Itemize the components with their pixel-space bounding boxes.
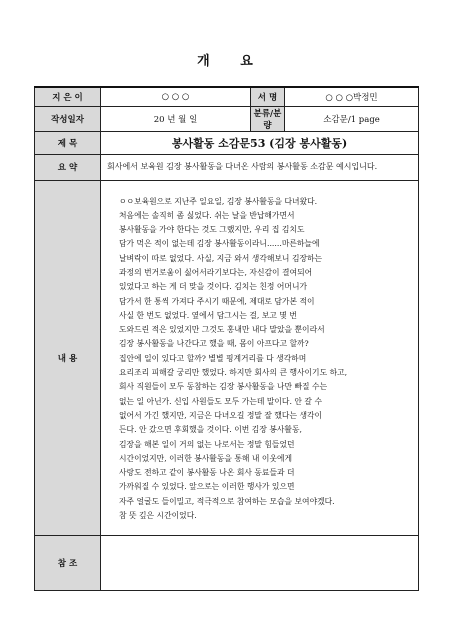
content-line: 든다. 안 갔으면 후회했을 것이다. 이번 김장 봉사활동,: [119, 425, 302, 435]
content-line: 과정의 번거로움이 싫어서라기보다는, 자신감이 결여되어: [119, 267, 313, 277]
content-line: 사실 한 번도 없었다. 옆에서 담그시는 걸, 보고 몇 번: [119, 310, 297, 320]
subject-label: 제 목: [35, 131, 101, 154]
content-line: 없어서 가긴 했지만, 지금은 다녀오길 정말 잘 했다는 생각이: [119, 410, 323, 420]
writer-value: ○ ○ ○: [101, 87, 251, 106]
reference-label: 참 조: [35, 535, 101, 590]
summary-value: 회사에서 보육원 김장 봉사활동을 다녀온 사람의 봉사활동 소감문 예시입니다.: [101, 154, 419, 180]
content-line: 김장을 해본 일이 거의 없는 나로서는 정말 힘들었던: [119, 439, 295, 449]
content-line: 담가서 한 통씩 가져다 주시기 때문에, 제대로 담가본 적이: [119, 296, 315, 306]
content-line: 가까워질 수 있었다. 앞으로는 이러한 행사가 있으면: [119, 482, 295, 492]
subject-value: 봉사활동 소감문53 (김장 봉사활동): [101, 131, 419, 154]
content-lines: [119, 195, 408, 524]
category-value: 소감문/1 page: [285, 106, 419, 131]
category-label: 분류/분량: [251, 106, 285, 131]
content-line: 자주 얼굴도 들이밀고, 적극적으로 참여하는 모습을 보여야겠다.: [119, 496, 335, 506]
writer-label: 지 은 이: [35, 87, 101, 106]
content-line: 날벼락이 따로 없었다. 사실, 지금 와서 생각해보니 김장하는: [119, 253, 323, 263]
report-table: [34, 86, 419, 591]
content-line: 도와드린 적은 있었지만 그것도 홍내만 내다 말았을 뿐이라서: [119, 325, 325, 335]
content-line: ㅇㅇ보육원으로 지난주 일요일, 김장 봉사활동을 다녀왔다.: [119, 196, 318, 206]
content-line: 참 뜻 깊은 시간이었다.: [119, 511, 197, 521]
summary-label: 요 약: [35, 154, 101, 180]
date-value: 20 년 월 일: [101, 106, 251, 131]
reference-value: [101, 535, 419, 590]
content-line: 봉사활동을 가야 한다는 것도 그랬지만, 우리 집 김치도: [119, 225, 305, 235]
content-line: 회사 직원들이 모두 동참하는 김장 봉사활동을 나만 빠질 수는: [119, 382, 328, 392]
content-line: 집안에 일이 있다고 할까? 별별 핑계거리를 다 생각하며: [119, 353, 307, 363]
content-body: [101, 180, 419, 535]
document-title: 개 요: [197, 54, 253, 69]
content-line: 사랑도 전하고 같이 봉사활동 나온 회사 동료들과 더: [119, 468, 295, 478]
content-line: 김장 봉사활동을 나간다고 했을 때, 몸이 아프다고 할까?: [119, 339, 309, 349]
signature-label: 서 명: [251, 87, 285, 106]
date-label: 작성일자: [35, 106, 101, 131]
signature-value: ○ ○ ○박정민: [285, 87, 419, 106]
content-line: 요리조리 피해갈 궁리만 했었다. 하지만 회사의 큰 행사이기도 하고,: [119, 368, 348, 378]
content-line: 시간이었지만, 이러한 봉사활동을 통해 내 이웃에게: [119, 453, 293, 463]
content-label: 내 용: [35, 180, 101, 535]
content-line: 처음에는 솔직히 좀 싫었다. 쉬는 날을 반납해가면서: [119, 210, 295, 220]
content-line: 없는 일 아닌가. 신입 사원들도 모두 가는데 말이다. 안 갈 수: [119, 396, 322, 406]
content-line: 있었다고 하는 게 더 맞을 것이다. 김치는 친정 어머니가: [119, 282, 308, 292]
content-line: 담가 먹은 적이 없는데 김장 봉사활동이라니......마른하늘에: [119, 239, 320, 249]
